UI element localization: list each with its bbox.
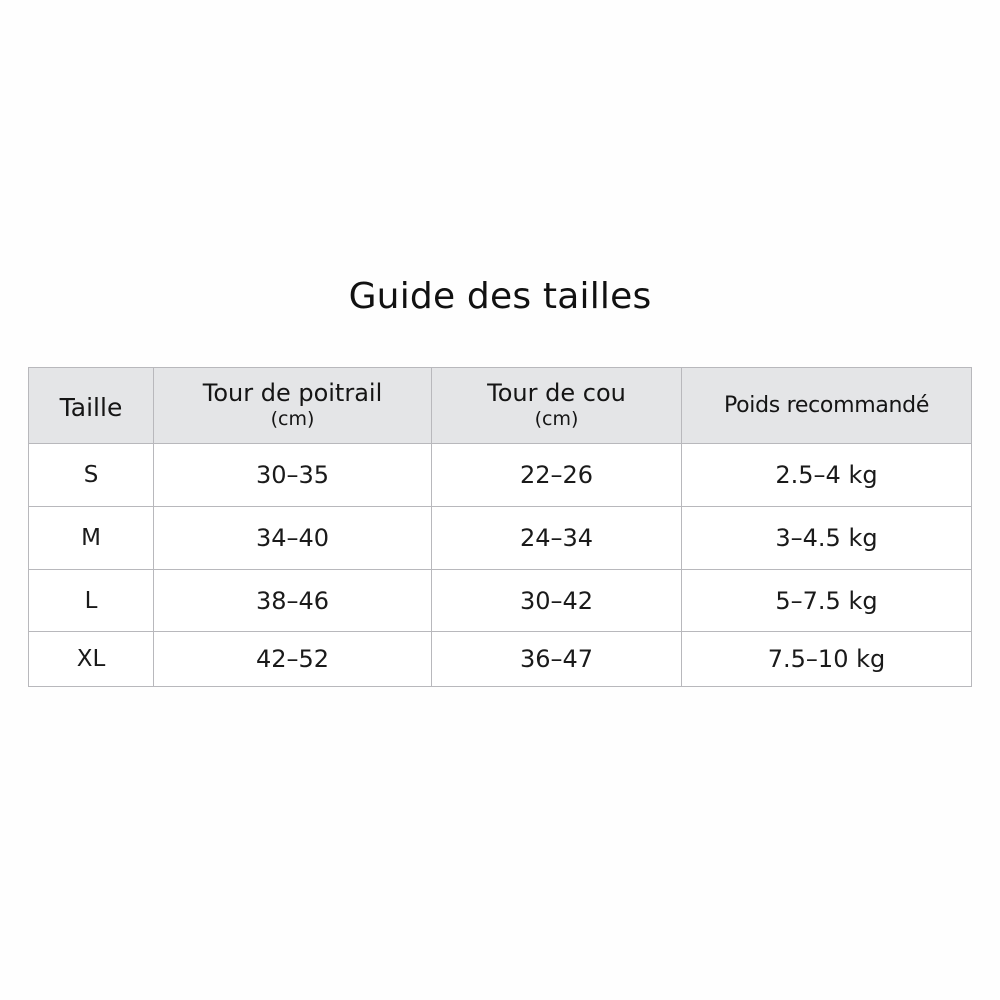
size-guide-table [28, 367, 972, 687]
cell-size: L [29, 570, 154, 632]
table-header-row [29, 368, 972, 444]
cell-size: XL [29, 632, 154, 687]
cell-neck: 36–47 [432, 632, 682, 687]
table-row [29, 444, 972, 507]
header-weight [682, 368, 972, 444]
header-chest-unit: (cm) [270, 408, 315, 431]
header-chest-label: Tour de poitrail [202, 378, 383, 407]
header-weight-label: Poids recommandé [723, 392, 930, 418]
cell-chest: 38–46 [154, 570, 432, 632]
page-title: Guide des tailles [348, 276, 652, 317]
cell-neck: 30–42 [432, 570, 682, 632]
header-chest [154, 368, 432, 444]
table-row [29, 570, 972, 632]
cell-neck: 24–34 [432, 507, 682, 570]
cell-size: S [29, 444, 154, 507]
header-size-label: Taille [59, 393, 123, 423]
header-neck-label: Tour de cou [487, 378, 626, 407]
cell-chest: 42–52 [154, 632, 432, 687]
cell-neck: 22–26 [432, 444, 682, 507]
cell-weight: 7.5–10 kg [682, 632, 972, 687]
header-neck [432, 368, 682, 444]
cell-weight: 3–4.5 kg [682, 507, 972, 570]
cell-weight: 5–7.5 kg [682, 570, 972, 632]
cell-chest: 30–35 [154, 444, 432, 507]
cell-chest: 34–40 [154, 507, 432, 570]
cell-size: M [29, 507, 154, 570]
table-row [29, 507, 972, 570]
cell-weight: 2.5–4 kg [682, 444, 972, 507]
header-size [29, 368, 154, 444]
header-neck-unit: (cm) [534, 408, 579, 431]
table-row [29, 632, 972, 687]
